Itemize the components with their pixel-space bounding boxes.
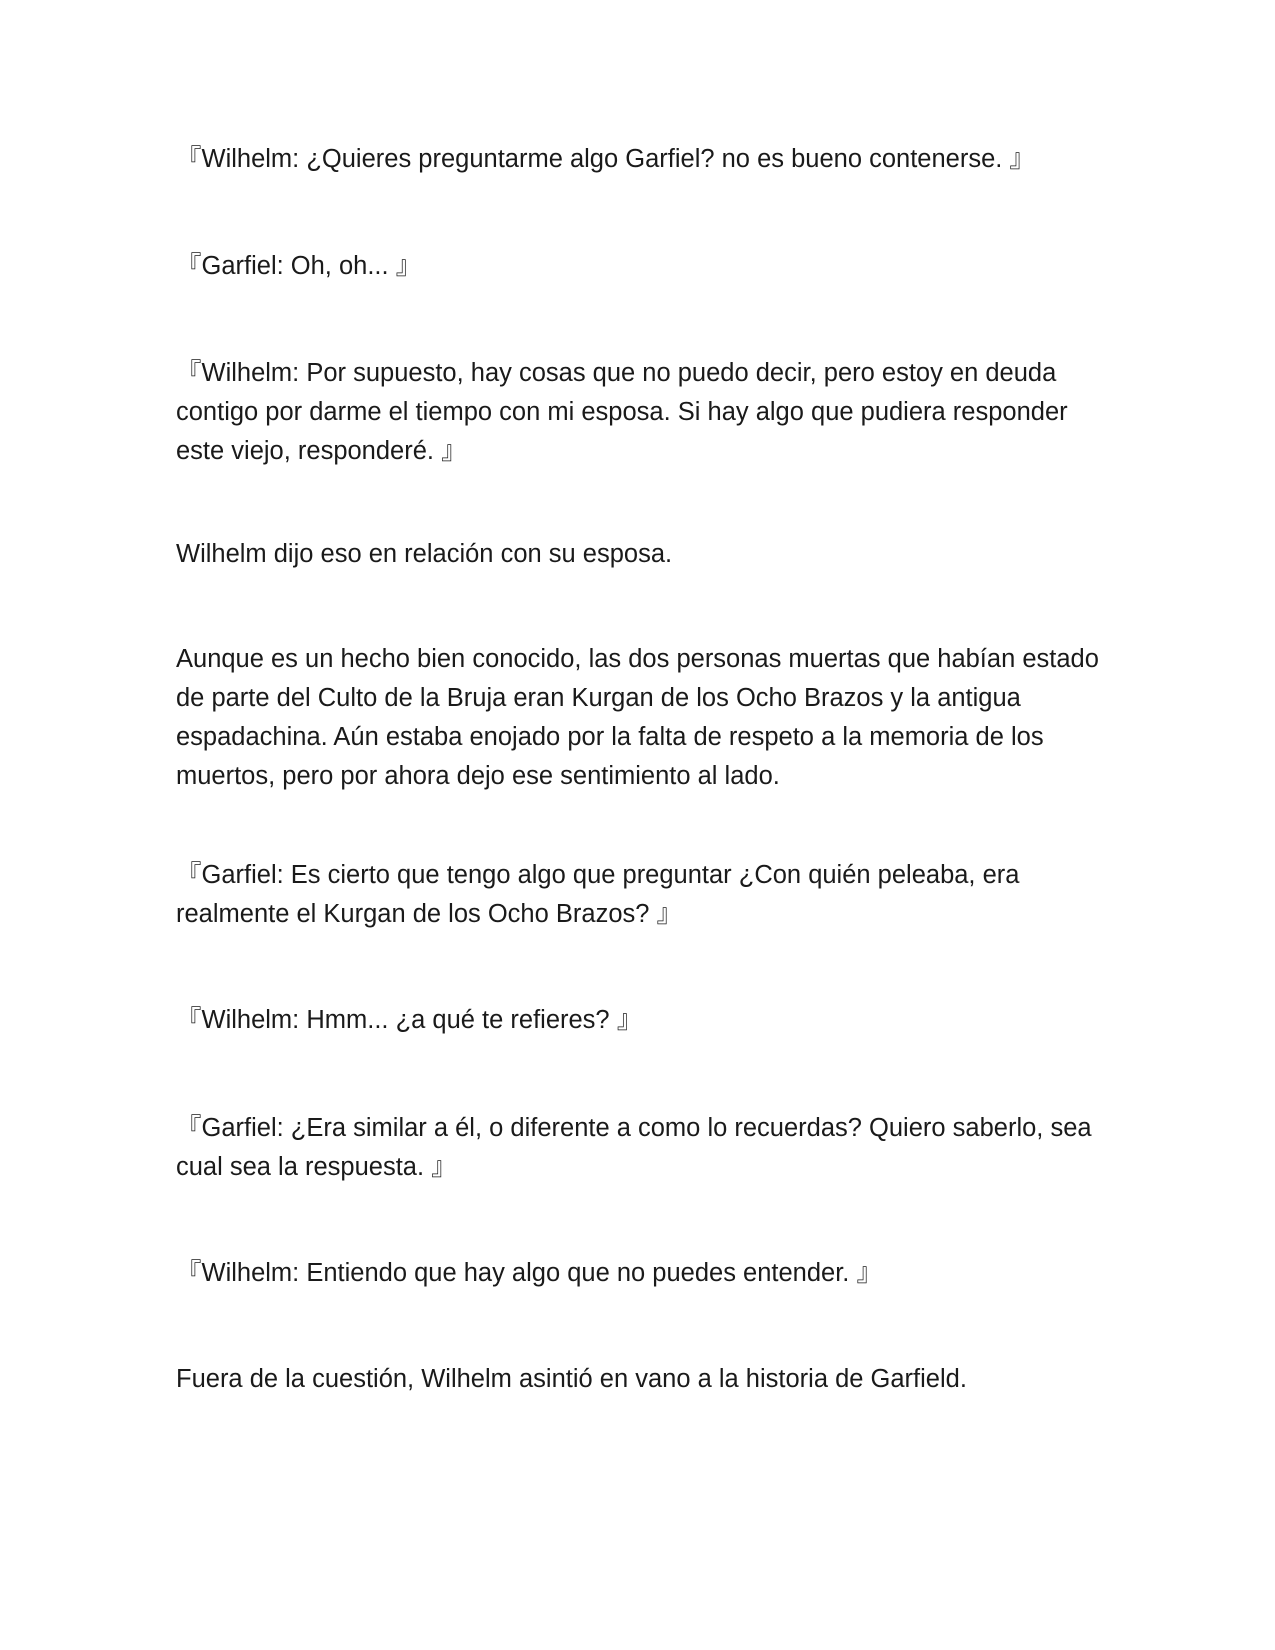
dialogue-paragraph: 『Garfiel: ¿Era similar a él, o diferente a como lo recuerdas? Quiero saberlo, sea cual sea la respuesta. 』 xyxy=(176,1114,1092,1181)
dialogue-paragraph: 『Wilhelm: ¿Quieres preguntarme algo Garfiel? no es bueno contenerse. 』 xyxy=(176,145,1035,173)
dialogue-paragraph: 『Garfiel: Oh, oh... 』 xyxy=(176,252,422,280)
dialogue-paragraph: 『Garfiel: Es cierto que tengo algo que preguntar ¿Con quién peleaba, era realmente el Kurgan de los Ocho Brazos? 』 xyxy=(176,861,1020,928)
dialogue-paragraph: 『Wilhelm: Hmm... ¿a qué te refieres? 』 xyxy=(176,1006,643,1034)
dialogue-paragraph: 『Wilhelm: Por supuesto, hay cosas que no puedo decir, pero estoy en deuda contigo por darme el tiempo con mi esposa. Si hay algo que pudiera responder este viejo, responderé. 』 xyxy=(176,359,1068,465)
narration-paragraph: Fuera de la cuestión, Wilhelm asintió en vano a la historia de Garfield. xyxy=(176,1365,967,1393)
dialogue-paragraph: 『Wilhelm: Entiendo que hay algo que no puedes entender. 』 xyxy=(176,1259,882,1287)
narration-paragraph: Wilhelm dijo eso en relación con su esposa. xyxy=(176,540,673,568)
narration-paragraph: Aunque es un hecho bien conocido, las dos personas muertas que habían estado de parte del Culto de la Bruja eran Kurgan de los Ocho Brazos y la antigua espadachina. Aún estaba enojado por la falta de respeto a la memoria de los muertos, pero por ahora dejo ese sentimiento al lado. xyxy=(176,645,1099,790)
